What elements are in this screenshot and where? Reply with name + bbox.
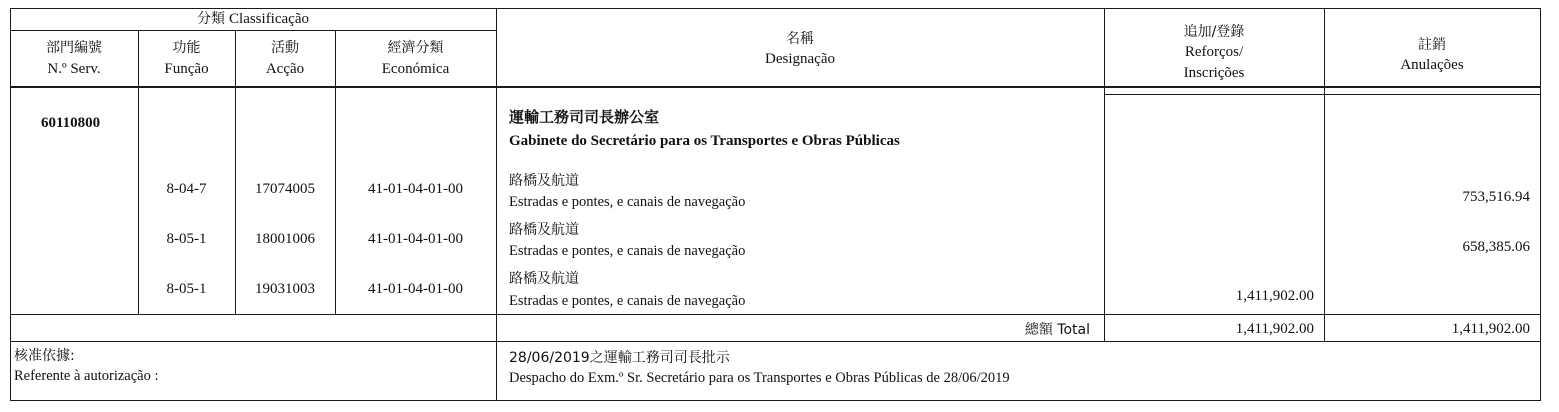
authorization-label-zh: 核准依據: — [14, 348, 75, 364]
row-anulacoes: 753,516.94 — [1462, 189, 1530, 205]
col-header-reforcos-zh: 追加/登錄 — [1183, 24, 1245, 40]
row-funcao: 8-04-7 — [166, 181, 207, 197]
row-funcao: 8-05-1 — [166, 281, 207, 297]
col-header-funcao-pt: Função — [164, 61, 209, 77]
row-reforcos: 1,411,902.00 — [1235, 288, 1314, 304]
total-label: 總額 Total — [1024, 322, 1090, 338]
row-anulacoes: 658,385.06 — [1462, 239, 1530, 255]
col-header-funcao-zh: 功能 — [172, 40, 201, 56]
row-funcao: 8-05-1 — [166, 231, 207, 247]
service-name-pt: Gabinete do Secretário para os Transportes e Obras Públicas — [509, 133, 900, 149]
classification-header: 分類 Classificação — [197, 11, 309, 27]
col-header-designacao-pt: Designação — [765, 51, 835, 67]
classification-rule — [10, 30, 496, 31]
row-desc-pt: Estradas e pontes, e canais de navegação — [509, 243, 746, 259]
row-economica: 41-01-04-01-00 — [368, 281, 463, 297]
row-economica: 41-01-04-01-00 — [368, 181, 463, 197]
service-code: 60110800 — [41, 115, 101, 131]
row-accao: 19031003 — [255, 281, 315, 297]
col-header-economica-zh: 經濟分類 — [387, 40, 444, 56]
col-header-reforcos-pt: Reforços/ — [1184, 44, 1244, 60]
total-reforcos: 1,411,902.00 — [1235, 321, 1314, 337]
col-header-economica-pt: Económica — [381, 61, 450, 77]
row-desc-pt: Estradas e pontes, e canais de navegação — [509, 194, 746, 210]
col-header-service-pt: N.º Serv. — [47, 61, 101, 77]
total-rule — [10, 341, 1541, 342]
table-border-top — [10, 8, 1541, 9]
header-rule — [10, 86, 1541, 88]
authorization-label-pt: Referente à autorização : — [14, 368, 159, 384]
table-border-right — [1540, 8, 1541, 401]
authorization-value-pt: Despacho do Exm.º Sr. Secretário para os Transportes e Obras Públicas de 28/06/2019 — [509, 370, 1010, 386]
col-header-anulacoes-zh: 註銷 — [1418, 37, 1446, 53]
row-economica: 41-01-04-01-00 — [368, 231, 463, 247]
col-header-anulacoes-pt: Anulações — [1400, 57, 1464, 73]
row-desc-zh: 路橋及航道 — [509, 222, 579, 238]
row-desc-zh: 路橋及航道 — [509, 173, 579, 189]
budget-table — [10, 8, 1541, 401]
row-desc-zh: 路橋及航道 — [509, 271, 579, 287]
authorization-value-zh: 28/06/2019之運輸工務司司長批示 — [509, 350, 730, 366]
row-accao: 17074005 — [255, 181, 315, 197]
col-header-reforcos-pt2: Inscrições — [1183, 65, 1245, 81]
row-desc-pt: Estradas e pontes, e canais de navegação — [509, 293, 746, 309]
col-header-designacao-zh: 名稱 — [786, 31, 814, 47]
service-name-zh: 運輸工務司司長辦公室 — [509, 108, 660, 126]
amount-header-rule — [1104, 94, 1541, 95]
col-header-accao-zh: 活動 — [271, 40, 299, 56]
total-anulacoes: 1,411,902.00 — [1451, 321, 1530, 337]
col-header-accao-pt: Acção — [265, 61, 305, 77]
body-rule — [10, 314, 1541, 315]
col-header-service-zh: 部門編號 — [46, 40, 102, 56]
table-border-bottom — [10, 400, 1541, 401]
row-accao: 18001006 — [255, 231, 315, 247]
